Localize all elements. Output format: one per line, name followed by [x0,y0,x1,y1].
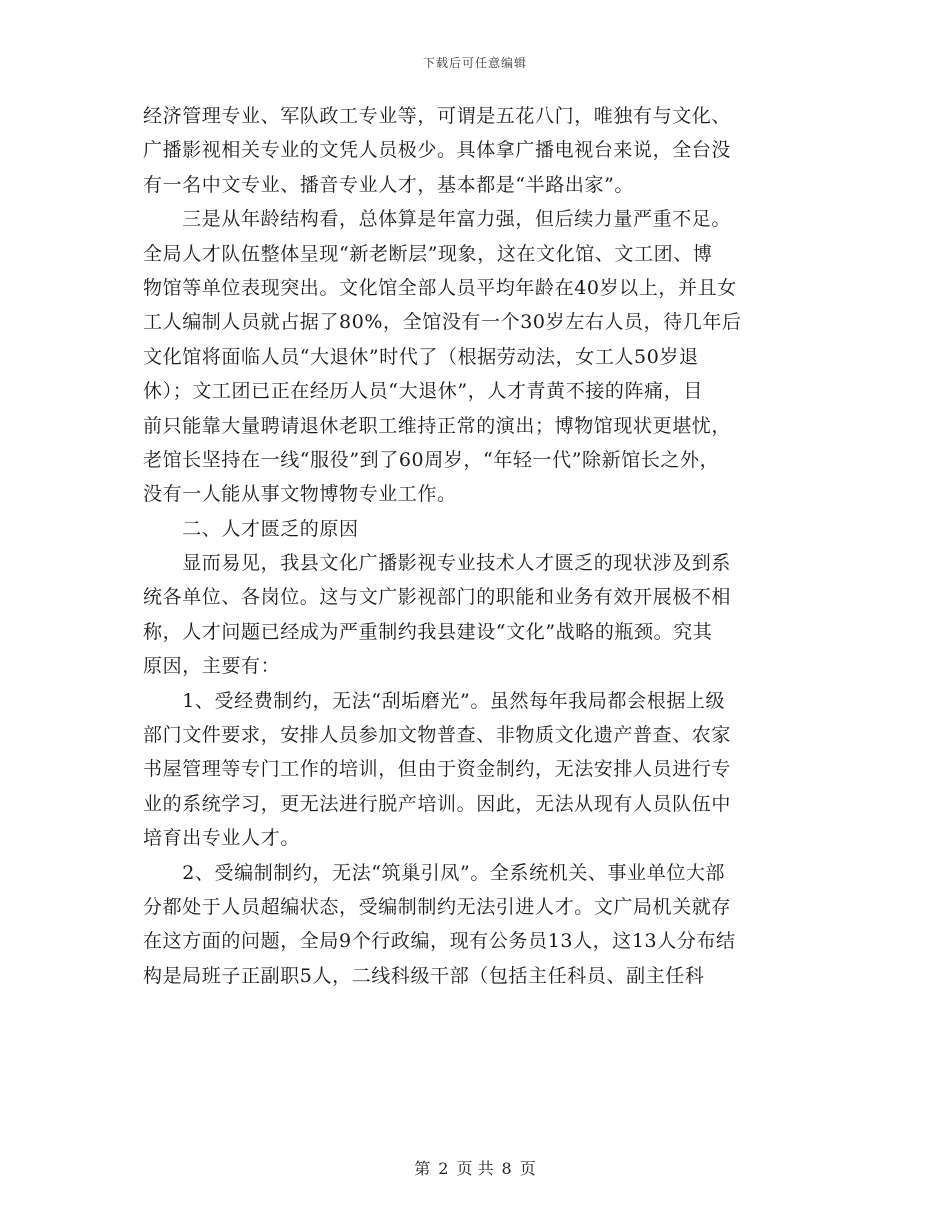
page-number: 2 [438,1159,449,1178]
text-line: 经济管理专业、军队政工专业等，可谓是五花八门，唯独有与文化、 [143,105,732,127]
text-line: 业的系统学习，更无法进行脱产培训。因此，无法从现有人员队伍中 [143,792,732,815]
text-line: 书屋管理等专门工作的培训，但由于资金制约，无法安排人员进行专 [143,758,732,781]
text-line: 广播影视相关专业的文凭人员极少。具体拿广播电视台来说，全台没 [143,139,732,162]
text-line: 原因，主要有： [143,655,281,678]
text-line: 2、受编制制约，无法“筑巢引凤”。全系统机关、事业单位大部 [143,861,726,884]
text-line: 培育出专业人才。 [143,827,300,850]
text-line: 三是从年龄结构看，总体算是年富力强，但后续力量严重不足。 [143,208,732,231]
text-line: 构是局班子正副职5人，二线科级干部（包括主任科员、副主任科 [143,964,705,987]
text-line: 部门文件要求，安排人员参加文物普查、非物质文化遗产普查、农家 [143,724,732,747]
page-label-mid: 页 共 [456,1159,494,1178]
text-line: 休）；文工团已正在经历人员“大退休”，人才青黄不接的阵痛，目 [143,380,703,403]
text-line: 没有一人能从事文物博物专业工作。 [143,483,457,506]
page-footer [0,1156,950,1179]
page-header: 下载后可任意编辑 [422,56,527,70]
text-line: 全局人才队伍整体呈现“新老断层”现象，这在文化馆、文工团、博 [143,242,713,265]
text-line: 1、受经费制约，无法“刮垢磨光”。虽然每年我局都会根据上级 [143,689,726,712]
page-label-suffix: 页 [519,1159,536,1178]
text-line: 称，人才问题已经成为严重制约我县建设“文化”战略的瓶颈。究其 [143,620,713,643]
text-line: 物馆等单位表现突出。文化馆全部人员平均年龄在40岁以上，并且女 [143,276,737,299]
text-line: 前只能靠大量聘请退休老职工维持正常的演出；博物馆现状更堪忧， [143,414,732,437]
text-line: 显而易见，我县文化广播影视专业技术人才匮乏的现状涉及到系 [143,552,732,575]
section-heading: 二、人才匮乏的原因 [143,517,359,540]
text-line: 分都处于人员超编状态，受编制制约无法引进人才。文广局机关就存 [143,895,732,918]
document-body [143,99,813,993]
text-line: 文化馆将面临人员“大退休”时代了（根据劳动法，女工人50岁退 [143,345,699,368]
text-line: 有一名中文专业、播音专业人才，基本都是“半路出家”。 [143,173,635,196]
page-label-prefix: 第 [414,1159,431,1178]
text-line: 在这方面的问题，全局9个行政编，现有公务员13人，这13人分布结 [143,930,736,953]
page-total: 8 [501,1159,512,1178]
text-line: 统各单位、各岗位。这与文广影视部门的职能和业务有效开展极不相 [143,586,732,609]
text-line: 老馆长坚持在一线“服役”到了60周岁，“年轻一代”除新馆长之外， [143,448,720,471]
text-line: 工人编制人员就占据了80%，全馆没有一个30岁左右人员，待几年后 [143,311,742,334]
